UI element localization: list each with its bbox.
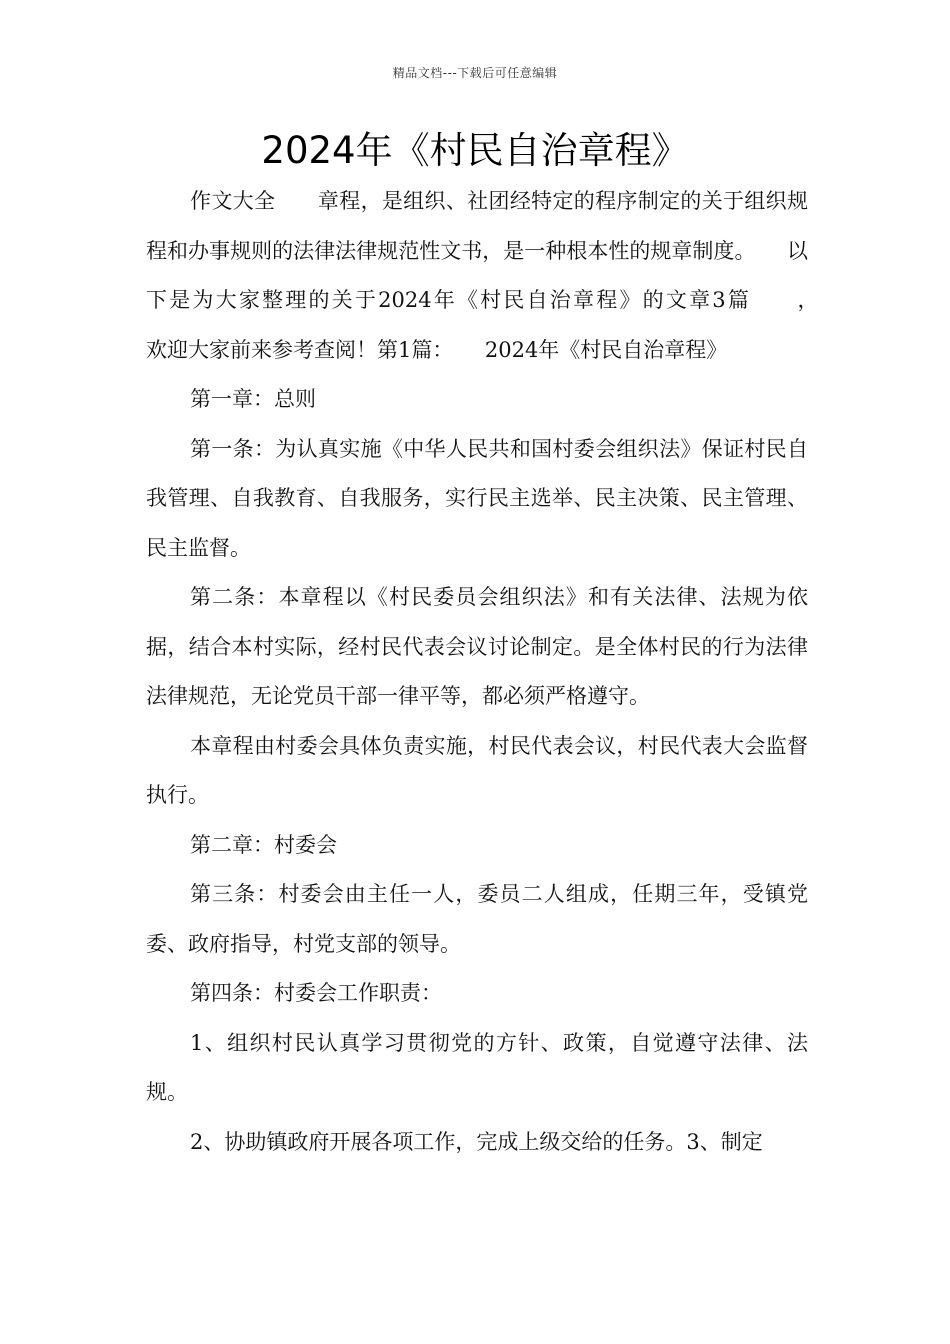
article-paragraph: 第一条：为认真实施《中华人民共和国村委会组织法》保证村民自我管理、自我教育、自我服务，实行民主选举、民主决策、民主管理、民主监督。	[146, 436, 808, 560]
article-paragraph: 第四条：村委会工作职责：	[190, 981, 442, 1005]
document-body	[146, 177, 850, 1167]
header-note: 精品文档---下载后可任意编辑	[392, 66, 558, 80]
list-item: 1、组织村民认真学习贯彻党的方针、政策，自觉遵守法律、法规。	[146, 1030, 808, 1104]
body-paragraph: 本章程由村委会具体负责实施，村民代表会议，村民代表大会监督执行。	[146, 733, 808, 807]
document-title: 2024年《村民自治章程》	[261, 129, 689, 172]
article-paragraph: 第二条：本章程以《村民委员会组织法》和有关法律、法规为依据，结合本村实际，经村民代表会议讨论制定。是全体村民的行为法律法律规范，无论党员干部一律平等，都必须严格遵守。	[146, 585, 808, 708]
intro-paragraph: 作文大全 章程，是组织、社团经特定的程序制定的关于组织规程和办事规则的法律法律规范性文书，是一种根本性的规章制度。 以下是为大家整理的关于2024年《村民自治章程》的文章3篇 ， 欢迎大家前来参考查阅！第1篇： 2024年《村民自治章程》	[146, 189, 850, 362]
chapter-heading: 第一章：总则	[190, 387, 316, 411]
list-item: 2、协助镇政府开展各项工作，完成上级交给的任务。3、制定	[190, 1129, 763, 1154]
chapter-heading: 第二章：村委会	[190, 832, 337, 857]
article-paragraph: 第三条：村委会由主任一人，委员二人组成，任期三年，受镇党委、政府指导，村党支部的领导。	[146, 882, 808, 956]
